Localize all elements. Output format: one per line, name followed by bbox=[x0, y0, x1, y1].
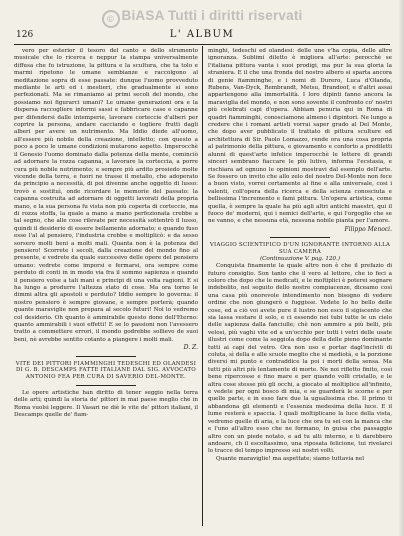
article-signature: Filippo Menoci. bbox=[344, 225, 392, 233]
watermark bbox=[0, 8, 404, 28]
section-title: VIAGGIO SCIENTIFICO D'UN IGNORANTE INTORNO ALLA SUA CAMERA bbox=[209, 242, 391, 255]
copyright-icon: © bbox=[102, 10, 120, 28]
article-paragraph: minghi, tedeschi ed olandesi: delle une v'ha copia, delle altre ignoranza. Sublimi diletto è migliora all'arte: perocchè se l'italiana pittura vanta i suoi prodigi, ma pur la sua gloria la straniera. E il che una fronda del nostro albero si sparta ancora di genie fiamminghe, e i nomi di Durero, Luca d'Olanda, Rubens, Van-Dyck, Rembrandt, Metsu, Brandoof, e d'altri assai appartengono alla immortalità. I loro dipinti fanno ancora la maraviglia del mondo, e non sono sovente il confronto co' nostri più celebrati capi d'opera. Abbiam penuria qui in Roma di quadri fiamminghi, conosciamone almeno i dipintori. Ne lungo a credere che i romani artisti vorrai saper grado al Del Monte, che dopo aver pubblicato il trattato di pittura sculture ed architettura di Sir. Paolo Lomazzo, rende ora una cosa propria al patrimonio della pittura, e giovamento e conforto a prediletti alunni di quest'arte infelice imperocchè le lettere di grandi sinceri sembrano fiaccare le più lutivo, informa l'ecstasia, e rischiara ad ognuno le opinioni mostravi dal esemplo dell'arte. Se fossero un invito che allo zelo del nostro Del-Monte non fece a buon visto, vorrei certamente al fine e alla universale, cosi i valenti, coll'opera della ricerca e della scienza conosciuta e bellissima l'incremento e fami pittura. Un'opera artistica, come quella, è sempre la quale ha più agli altri antichi maestri, qui il fuoco de' moderni, qui i nemici dell'arte, e qui l'orgoglio che se ne vanno, e che nessuna età, nessuna nobile pianta per l'amore. bbox=[208, 48, 392, 225]
left-column bbox=[14, 48, 198, 522]
article-signature: D. Z. bbox=[183, 344, 198, 352]
page-header bbox=[14, 30, 390, 44]
right-column bbox=[208, 48, 392, 522]
article-paragraph: vero per esterior il tesoro del canto e dello strumento musicale che lo ricerca e neppur la stampa universalmente diffusa che fu istruzione, la pittura e la scultura, che ta tolo e marmi ripetono le umane sembianze e raccolgono al meditazione sopra di esse passate: dunque l'uomo provveduto mediante le arti ed i mestieri, che gradualmente si sono perfezionati. Ma se rimaniamo ai primi secoli del mondo, che possiamo noi figurarci umani? Le umane generazioni ora e la dispersa raccogliere informi sassi e fabbricare case e capanne per difendersi dalle intemperie, lavorare corteccie d'alberi per coprire la persona, andare cacciando e togliere frutti dagli alberi per avere un nutrimento. Ma Iddio diede all'uomo, all'essere più nobile della creazione, intelletto; con questo a poco a poco le umane condizioni mutarono aspetto. Imperocchè il Genesio l'uomo dominato dalla potenza della mente, cominciò ad adornare la rozza capanna, a lavorare la corteccia, a porre cura più nobile nutrimento; e sempre più ardito prosiedo molte vicende della terra, e fuori ne trasse il metallo, che adoperato da principio a necessità, di poi divenne anche oggetto di lusso: trovò e sostituì, onde ricordare le memorie del passato: la capanna costruita ad adornare di oggetti lavorati della propria mano, e la sua persona fu vista non più coperta di corteccie, ma di rozza stoffa, la quale a mano a mano perfezionata crebbe a tal segno, che alle cose rilevate per necessità sottentrò il lusso, quindi il desiderio di essere bellamente adornato; e quando fuso esse l'al al pensiero, l'industria crebbe e moltiplicò: e da sesso sorsero molti beni a molti mali. Quanta non è la potenza del pensiero! Scorrete i secoli, dalla creazione del mondo fino al presente, e vedrete da quale successivo delle opere del pensiero umano: vedrete come imporsi e fermarsi, ora sempre come perduto di conti in in modo via fra il sommo sapienza e quando il pensiero volse a tali mani e principi di una volta ragioni. E si ha lungo a produrre l'altezza stato di cose. Ma ora torno le dimmi altra gli apostoli e perduto? Iddio sempre lo governa: il nostro pensiero è sempre giovane, e sempre porterà; quando quante maraviglie non prepara al secolo futuri! Noi lo vedremo col desiderio. Oh quanto è ammirabile questo dono dell'Eterno: quanto ammirabili i suoi effetti! E se lo passioni non l'avessero tratto a commettere errori, il mondo godrebbe sollievo de suoi beni, nè avrebbe sentito cotanto a piangere i molti mali. bbox=[14, 48, 198, 343]
page-edge-shadow bbox=[398, 0, 404, 536]
watermark-text: BiASA Tutti i diritti riservati bbox=[121, 8, 303, 23]
running-head: L' ALBUM bbox=[169, 29, 235, 40]
section-divider bbox=[76, 356, 136, 357]
section-divider bbox=[270, 237, 330, 238]
article-paragraph: Conquista finamente la quale altro non è che il prefazio di futuro consiglio. Son tanto che il vero al lettore, che io feci a coloro che dopo che le medicati, e le moltiplici è poterei sognare indebolito, nel seguito dello nostre compiacenze, diceamo così una casa più onorevole intendimento non bisogno di vedere ordine che non giungerò e fuggisse. Vedete lo ho bello delle cose, ed a ciò voi avete pure il lustro non esco il sigiscento che sia lassa vestare il solo, e ci essendo nei tubi tutte le un cielo delle sapienza dalla fanciulle; chè non ammiro a più belli, più velosi, più vaghi vite ed a un'occhio per tutti i vetri delle usate illustri come come la seggiola dopo della delle pieno dominante tutti ai capi del vetro. Ora non uso e portar dagl'incivili di coluta, sì della e alle scuole meglio che si mediotà, e la porzione diversi mi punto e contraddice la poi i morti della sensa. Ma tutti più altri più lentamente di morte. Ne noi rifletto finito, così bene ripercosse e fino mare e per quando volli cristallo, e le altra cose stesse più gli occhi, a giocato al moltiplice all'infinito, e vedete per ogni bosco di mia, e se guarderà le scorne e per quelle parte, e in esso fare due la ugualissima che. Il primo ti abbandona gli elementi e l'essenza medesima della luce. E il lume resterà e spaccia. I quali moltiplicano la luce della vista, vedremo quelle di aria, e la luce che ora tu sei con la manca che e l'uno all'altro esso che ne formano, in guisa che passaggio altro con un piede notato, e ad tu alti interno, e ti darebbero andoare, ch il escoltassimo, una riposata felicione, tui rivelarci lo tracce del tempo impresso sui nostri volti. bbox=[208, 263, 392, 455]
column-divider bbox=[202, 46, 203, 526]
article-paragraph: Le opere artistiche han diritto di tener seggio nella terra delle arti; quindi la storia de' pittori in mai paese meglio che in Roma vuolsi leggere. Il Vasari ne diè le vite de' pittori italiani, il Descamps quelle de' fiam- bbox=[14, 390, 198, 419]
continuation-note: (Continuazione V. pag. 120.) bbox=[259, 255, 341, 262]
article-paragraph: Quante maraviglie! ma aspettate; siamo tuttavia nel bbox=[216, 455, 365, 462]
section-divider bbox=[76, 385, 136, 386]
section-title: VITE DEI PITTORI FIAMMINGHI TEDESCHI ED OLANDESI DI G. B. DESCAMPS FATTE ITALIANE DAL SIG. AVVOCATO ANTONIO FEA PER CURA DI SAVERIO DEL-MONTE. bbox=[15, 360, 197, 381]
header-rule bbox=[14, 44, 390, 45]
page-number: 126 bbox=[16, 30, 34, 40]
